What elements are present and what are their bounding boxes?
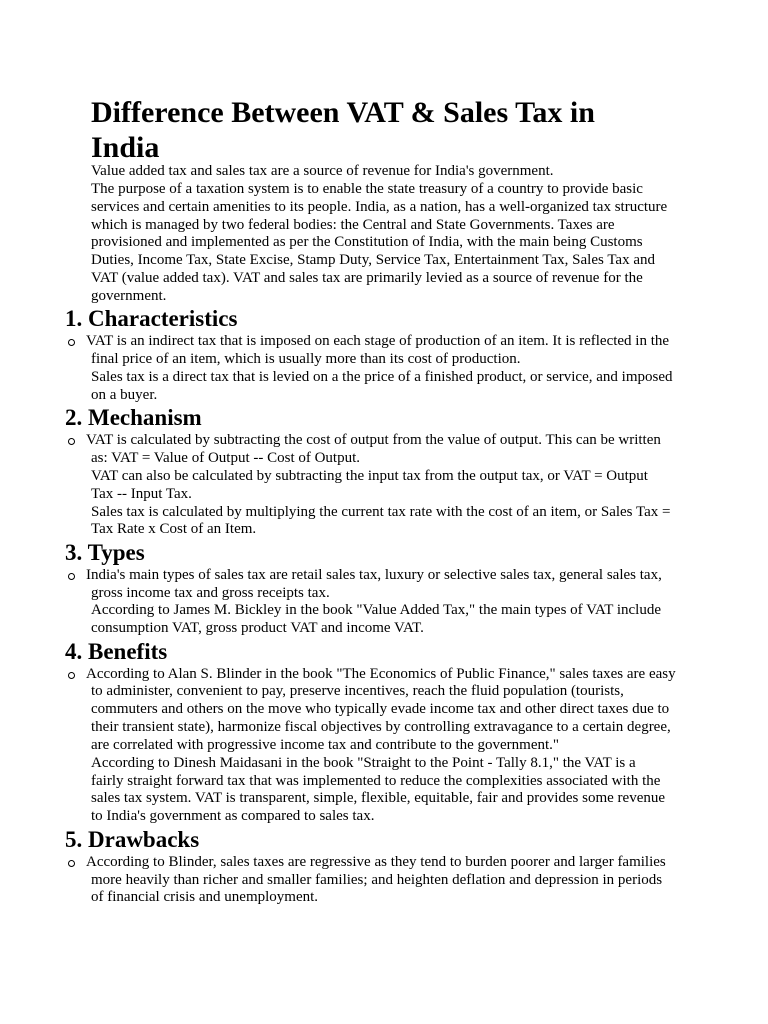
section-heading: 3. Types [65, 539, 145, 565]
intro-text-line: provisioned and implemented as per the Constitution of India, with the main being Customs [91, 234, 643, 251]
bullet-circle-icon [68, 672, 75, 679]
section [0, 827, 768, 908]
paragraph-line: of financial crisis and unemployment. [91, 889, 319, 906]
intro-text-line: Value added tax and sales tax are a source of revenue for India's government. [91, 163, 554, 179]
bullet-circle-icon [68, 860, 75, 867]
list-paragraph [0, 602, 768, 638]
paragraph-line: Sales tax is a direct tax that is levied on a the price of a finished product, or service, and imposed [91, 368, 673, 385]
paragraph-line: fairly straight forward tax that was implemented to reduce the complexities associated with the [91, 772, 661, 789]
list-paragraph [0, 666, 768, 755]
paragraph-line: final price of an item, which is usually more than its cost of production. [91, 351, 521, 368]
section-heading: 1. Characteristics [65, 306, 238, 332]
paragraph-line: gross income tax and gross receipts tax. [91, 584, 330, 601]
paragraph-line: According to James M. Bickley in the book "Value Added Tax," the main types of VAT include [91, 602, 661, 619]
list-item [0, 432, 768, 539]
paragraph-line: more heavily than richer and smaller families; and heighten deflation and depression in periods [91, 871, 663, 888]
intro-text-line: The purpose of a taxation system is to enable the state treasury of a country to provide basic [91, 180, 643, 197]
paragraph-line: According to Dinesh Maidasani in the book "Straight to the Point - Tally 8.1," the VAT is a [91, 754, 636, 771]
section-heading: 5. Drawbacks [65, 826, 200, 852]
paragraph-line: Tax -- Input Tax. [91, 485, 192, 502]
intro-section [0, 163, 768, 306]
section-heading: 4. Benefits [65, 638, 168, 664]
list-paragraph [0, 567, 768, 603]
intro-text-line: Duties, Income Tax, State Excise, Stamp Duty, Service Tax, Entertainment Tax, Sales Tax and [91, 252, 656, 269]
paragraph-line: VAT is an indirect tax that is imposed on each stage of production of an item. It is reflected in the [86, 333, 670, 350]
list-item [0, 567, 768, 638]
paragraph-line: VAT can also be calculated by subtracting the input tax from the output tax, or VAT = Output [91, 467, 648, 484]
bullet-circle-icon [68, 573, 75, 580]
list-paragraph [0, 369, 768, 405]
paragraph-line: their transient state), harmonize fiscal objectives by controlling extravagance to a certain degree, [91, 719, 671, 736]
section [0, 540, 768, 638]
paragraph-line: on a buyer. [91, 386, 158, 403]
paragraph-line: commuters and others on the move who typically evade income tax and other direct taxes due to [91, 701, 670, 718]
section [0, 405, 768, 539]
paragraph-line: Tax Rate x Cost of an Item. [91, 521, 257, 538]
document-body [0, 163, 768, 907]
section-heading: 2. Mechanism [65, 405, 202, 431]
section [0, 639, 768, 827]
intro-text-line: VAT (value added tax). VAT and sales tax are primarily levied as a source of revenue for the [91, 270, 643, 287]
list-item [0, 333, 768, 404]
page-title: Difference Between VAT & Sales Tax in India [91, 96, 595, 164]
paragraph-line: are correlated with progressive income tax and contribute to the government." [91, 736, 560, 753]
list-paragraph [0, 755, 768, 826]
list-item [0, 666, 768, 827]
paragraph-line: sales tax system. VAT is transparent, simple, flexible, equitable, fair and provides some revenue [91, 790, 666, 807]
paragraph-line: Sales tax is calculated by multiplying the current tax rate with the cost of an item, or Sales Tax = [91, 503, 671, 520]
list-paragraph [0, 333, 768, 369]
paragraph-line: India's main types of sales tax are retail sales tax, luxury or selective sales tax, general sales tax, [86, 566, 662, 583]
paragraph-line: to administer, convenient to pay, preserve incentives, reach the fluid population (tourists, [91, 683, 624, 700]
list-paragraph [0, 854, 768, 908]
intro-paragraph [0, 181, 768, 306]
paragraph-line: to India's government as compared to sales tax. [91, 808, 375, 825]
paragraph-line: consumption VAT, gross product VAT and income VAT. [91, 620, 424, 637]
section [0, 306, 768, 404]
list-paragraph [0, 432, 768, 468]
list-paragraph [0, 504, 768, 540]
list-item [0, 854, 768, 908]
intro-paragraph [0, 163, 768, 181]
intro-text-line: government. [91, 287, 167, 304]
paragraph-line: VAT is calculated by subtracting the cost of output from the value of output. This can be written [86, 432, 661, 449]
list-paragraph [0, 468, 768, 504]
paragraph-line: According to Alan S. Blinder in the book "The Economics of Public Finance," sales taxes are easy [86, 665, 676, 682]
paragraph-line: According to Blinder, sales taxes are regressive as they tend to burden poorer and larger families [86, 853, 666, 870]
intro-text-line: services and certain amenities to its people. India, as a nation, has a well-organized tax structure [91, 198, 668, 215]
intro-text-line: which is managed by two federal bodies: the Central and State Governments. Taxes are [91, 216, 615, 233]
paragraph-line: as: VAT = Value of Output -- Cost of Output. [91, 449, 361, 466]
